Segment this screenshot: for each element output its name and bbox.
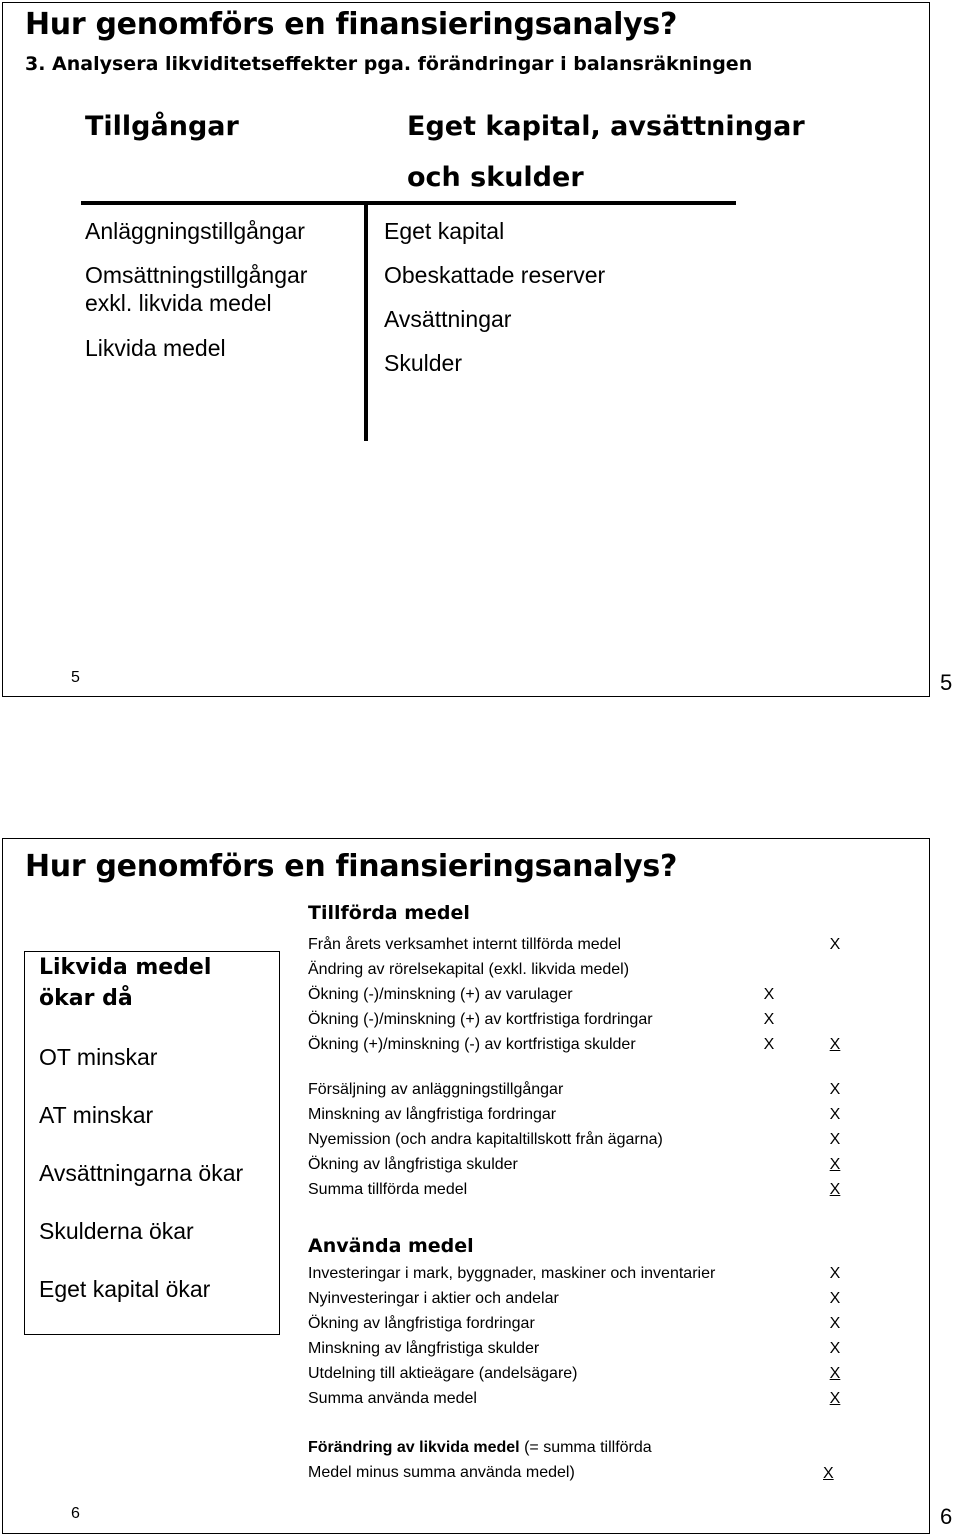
slide-page-number: 5 — [71, 669, 80, 686]
row-label: Ändring av rörelsekapital (exkl. likvida medel) — [308, 961, 630, 978]
row-label: Från årets verksamhet internt tillförda medel — [308, 936, 622, 953]
row-mark-col1: X — [763, 1011, 775, 1028]
table-row — [308, 1152, 868, 1177]
row-label: Ökning av långfristiga skulder — [308, 1156, 518, 1173]
anvanda-heading: Använda medel — [308, 1235, 474, 1257]
tillforda-other-table — [308, 1077, 868, 1202]
table-row — [308, 1261, 868, 1286]
row-mark-col2: X — [829, 1131, 841, 1148]
tillforda-table — [308, 932, 868, 1057]
row-mark-col2: X — [829, 1106, 841, 1123]
box-item: AT minskar — [39, 1102, 154, 1128]
forandring-bold: Förändring av likvida medel — [308, 1439, 520, 1456]
forandring-line1 — [308, 1439, 652, 1457]
table-row — [308, 957, 868, 982]
liabilities-header-line1: Eget kapital, avsättningar — [407, 111, 805, 142]
box-item: Skulderna ökar — [39, 1218, 194, 1244]
assets-header: Tillgångar — [85, 111, 239, 142]
row-mark-col1: X — [763, 986, 775, 1003]
row-mark-col2: X — [829, 1181, 841, 1198]
row-label: Minskning av långfristiga fordringar — [308, 1106, 557, 1123]
slide-title: Hur genomförs en finansieringsanalys? — [25, 849, 678, 884]
row-label: Minskning av långfristiga skulder — [308, 1340, 540, 1357]
asset-item: Anläggningstillgångar — [85, 218, 305, 244]
anvanda-table — [308, 1261, 868, 1411]
table-row — [308, 1286, 868, 1311]
table-row — [308, 1032, 868, 1057]
table-row — [308, 1127, 868, 1152]
slide-page-number: 6 — [71, 1505, 80, 1522]
slide-title: Hur genomförs en finansieringsanalys? — [25, 7, 678, 42]
liquidity-increase-box — [24, 951, 280, 1335]
slide-5 — [2, 2, 930, 697]
row-label: Summa använda medel — [308, 1390, 477, 1407]
slide-subtitle: 3. Analysera likviditetseffekter pga. förändringar i balansräkningen — [25, 53, 753, 75]
table-row — [308, 1361, 868, 1386]
asset-item: Likvida medel — [85, 335, 226, 361]
box-heading-line2: ökar då — [39, 986, 133, 1011]
table-row — [308, 1177, 868, 1202]
asset-item: exkl. likvida medel — [85, 290, 272, 316]
tillforda-heading: Tillförda medel — [308, 902, 470, 924]
row-mark-col1: X — [763, 1036, 775, 1053]
t-account-vertical-line — [364, 201, 368, 441]
row-mark-col2: X — [829, 1156, 841, 1173]
row-label: Försäljning av anläggningstillgångar — [308, 1081, 564, 1098]
table-row — [308, 932, 868, 957]
table-row — [308, 1077, 868, 1102]
box-heading-line1: Likvida medel — [39, 955, 212, 980]
liability-item: Eget kapital — [384, 218, 505, 244]
row-label: Ökning av långfristiga fordringar — [308, 1315, 535, 1332]
box-item: OT minskar — [39, 1044, 158, 1070]
row-mark-col2: X — [829, 1290, 841, 1307]
table-row — [308, 1336, 868, 1361]
box-item: Eget kapital ökar — [39, 1276, 211, 1302]
box-item: Avsättningarna ökar — [39, 1160, 244, 1186]
forandring-line2: Medel minus summa använda medel) — [308, 1464, 575, 1481]
row-mark-col2: X — [829, 1315, 841, 1332]
liability-item: Obeskattade reserver — [384, 262, 606, 288]
table-row — [308, 1386, 868, 1411]
row-mark-col2: X — [829, 1036, 841, 1053]
asset-item: Omsättningstillgångar — [85, 262, 308, 288]
liability-item: Avsättningar — [384, 306, 512, 332]
row-mark-col2: X — [829, 936, 841, 953]
table-row — [308, 982, 868, 1007]
table-row — [308, 1102, 868, 1127]
row-mark-col2: X — [829, 1365, 841, 1382]
row-label: Utdelning till aktieägare (andelsägare) — [308, 1365, 578, 1382]
liability-item: Skulder — [384, 350, 462, 376]
row-mark-col2: X — [829, 1390, 841, 1407]
slide-6 — [2, 838, 930, 1534]
row-mark-col2: X — [829, 1081, 841, 1098]
forandring-rest: (= summa tillförda — [519, 1439, 652, 1456]
row-label: Summa tillförda medel — [308, 1181, 468, 1198]
forandring-mark: X — [823, 1465, 834, 1482]
liabilities-header-line2: och skulder — [407, 162, 584, 193]
row-label: Ökning (-)/minskning (+) av varulager — [308, 986, 573, 1003]
row-mark-col2: X — [829, 1340, 841, 1357]
page-number: 6 — [940, 1504, 953, 1529]
row-label: Nyinvesteringar i aktier och andelar — [308, 1290, 559, 1307]
row-label: Investeringar i mark, byggnader, maskiner och inventarier — [308, 1265, 716, 1282]
page-number: 5 — [940, 670, 953, 695]
table-row — [308, 1311, 868, 1336]
row-label: Ökning (+)/minskning (-) av kortfristiga skulder — [308, 1036, 636, 1053]
table-row — [308, 1007, 868, 1032]
row-label: Ökning (-)/minskning (+) av kortfristiga fordringar — [308, 1011, 653, 1028]
row-label: Nyemission (och andra kapitaltillskott från ägarna) — [308, 1131, 663, 1148]
t-account-horizontal-line — [81, 201, 736, 205]
row-mark-col2: X — [829, 1265, 841, 1282]
